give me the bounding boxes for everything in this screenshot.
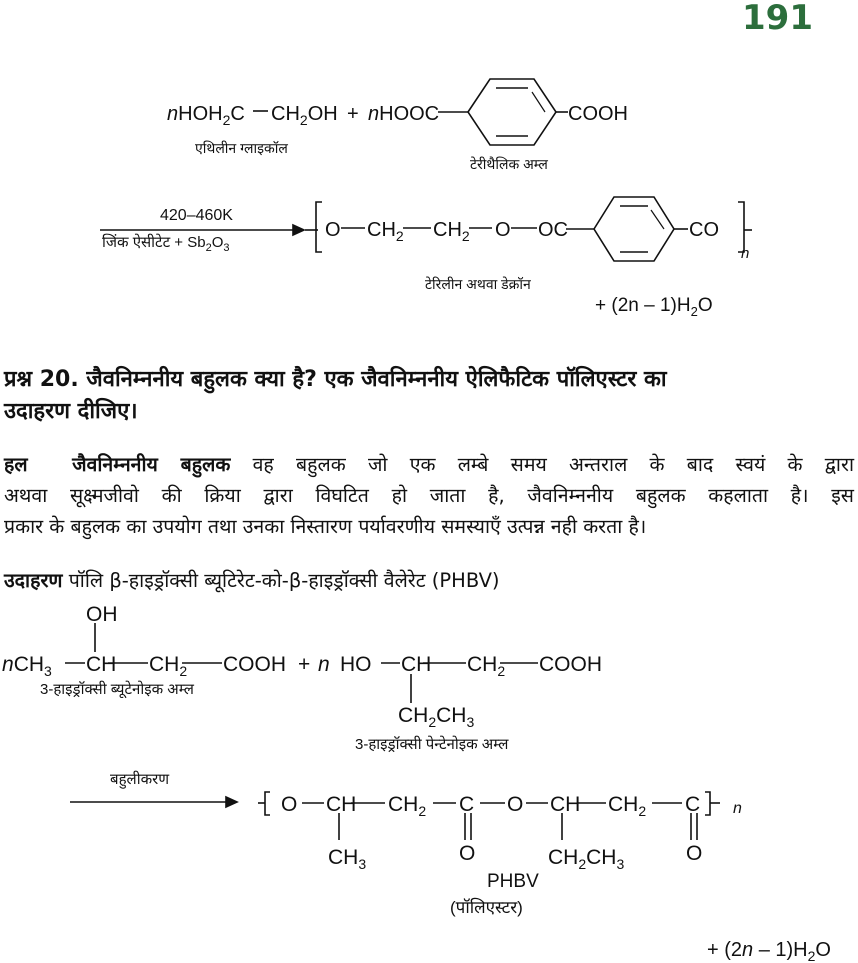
svg-text:nHOOC: nHOOC xyxy=(368,103,440,125)
example-label: उदाहरण xyxy=(4,569,63,592)
terylene-name: टेरिलीन अथवा डेक्रॉन xyxy=(425,276,531,292)
svg-text:CH2OH: $CH_2OH$ xyxy=(271,103,338,128)
answer-line-2: अथवा सूक्ष्मजीवो की क्रिया द्वारा विघटित हो जाता है, जैवनिम्ननीय बहुलक कहलाता है। इस xyxy=(4,484,854,507)
svg-text:OC: OC xyxy=(538,219,568,241)
svg-text:CH2: $CH_2$ xyxy=(433,219,470,244)
answer-label: हल xyxy=(4,453,28,476)
svg-text:nCH3: nCH$_3$ xyxy=(2,653,52,679)
question-text-1: जैवनिम्ननीय बहुलक क्या है? एक जैवनिम्ननीय ऐलिफैटिक पॉलिएस्टर का xyxy=(86,367,667,392)
phbv-label: PHBV xyxy=(487,871,539,892)
svg-text:CH2: $CH_2$ xyxy=(367,219,404,244)
svg-text:C: C xyxy=(459,793,475,816)
svg-text:CH2CH3: $CH_2CH_3$ xyxy=(398,704,475,730)
example-line xyxy=(4,565,500,596)
acid-hooc: HOOC xyxy=(379,103,440,125)
svg-text:O: O xyxy=(325,219,341,241)
svg-text:O: O xyxy=(459,842,476,865)
svg-text:OH: OH xyxy=(86,603,118,626)
polyester-label: (पॉलिएस्टर) xyxy=(450,898,523,917)
svg-text:+ (2n – 1)H2O: + $(2n - 1)H_2O$ xyxy=(707,939,831,963)
repeat-n: n xyxy=(741,245,750,262)
svg-text:CH2: $CH_2$ xyxy=(608,793,647,819)
svg-text:COOH: COOH xyxy=(223,653,286,676)
svg-text:COOH: COOH xyxy=(539,653,602,676)
svg-text:HO: HO xyxy=(340,653,372,676)
svg-text:CO: CO xyxy=(689,219,719,241)
acid-name: टेरीथैलिक अम्ल xyxy=(470,156,548,172)
svg-text:CH: CH xyxy=(86,653,117,676)
svg-text:O: O xyxy=(495,219,511,241)
question-line-1 xyxy=(4,364,667,395)
water-byproduct: + (2n – 1)H xyxy=(595,295,691,316)
svg-text:n: n xyxy=(318,653,330,676)
svg-text:O: O xyxy=(281,793,298,816)
benzene-ring xyxy=(468,79,556,145)
glycol-name: एथिलीन ग्लाइकॉल xyxy=(195,140,288,156)
svg-text:CH2: $CH_2$ xyxy=(149,653,188,679)
page-number: 191 xyxy=(742,0,813,38)
svg-text:जिंक ऐसीटेट + Sb2O3: जिंक ऐसीटेट + $Sb_2O_3$ xyxy=(102,234,230,254)
svg-text:O: O xyxy=(686,842,703,865)
svg-text:+: + xyxy=(298,653,311,676)
svg-text:n: n xyxy=(733,800,742,817)
example-text: पॉलि β-हाइड्रॉक्सी ब्यूटिरेट-को-β-हाइड्रॉक्सी वैलेरेट (PHBV) xyxy=(68,569,500,592)
butanoic-acid-name: 3-हाइड्रॉक्सी ब्यूटेनोइक अम्ल xyxy=(40,681,194,698)
question-text-2: उदाहरण दीजिए। xyxy=(4,399,138,424)
svg-text:CH: CH xyxy=(550,793,581,816)
answer-paragraph xyxy=(4,449,854,542)
glycol-formula: HOH xyxy=(178,103,223,125)
svg-text:+ (2n – 1)H2O: + $(2n - 1)H_2O$ xyxy=(595,295,713,319)
answer-line-3: प्रकार के बहुलक का उपयोग तथा उनका निस्तारण पर्यावरणीय समस्याएँ उत्पन्न नही करता है। xyxy=(4,515,647,538)
svg-text:CH3: $CH_3$ xyxy=(328,846,367,872)
acid-cooh: COOH xyxy=(568,103,628,125)
answer-term: जैवनिम्ननीय बहुलक xyxy=(72,453,231,476)
condition-catalyst: जिंक ऐसीटेट + Sb xyxy=(102,234,206,251)
pentanoic-acid-name: 3-हाइड्रॉक्सी पेन्टेनोइक अम्ल xyxy=(355,736,509,753)
svg-text:CH2CH3: $CH_2CH_3$ xyxy=(548,846,625,872)
svg-text:C: C xyxy=(685,793,701,816)
question-label: प्रश्न 20. xyxy=(4,367,79,392)
polymerization-condition: बहुलीकरण xyxy=(110,771,170,788)
svg-text:nHOH2C: nHOH$_2$C xyxy=(167,103,245,128)
svg-text:O: O xyxy=(507,793,524,816)
plus-sign: + xyxy=(347,103,359,125)
answer-line-1: हल जैवनिम्ननीय बहुलक वह बहुलक जो एक लम्बे समय अन्तराल के बाद स्वयं के द्वारा xyxy=(4,453,854,476)
condition-temperature: 420–460K xyxy=(160,207,233,224)
svg-text:CH: CH xyxy=(326,793,357,816)
svg-text:CH: CH xyxy=(401,653,432,676)
svg-text:CH2: $CH_2$ xyxy=(388,793,427,819)
water-byproduct-2: + (2 xyxy=(707,939,743,961)
glycol-n: n xyxy=(167,103,179,125)
svg-text:CH2: $CH_2$ xyxy=(467,653,506,679)
